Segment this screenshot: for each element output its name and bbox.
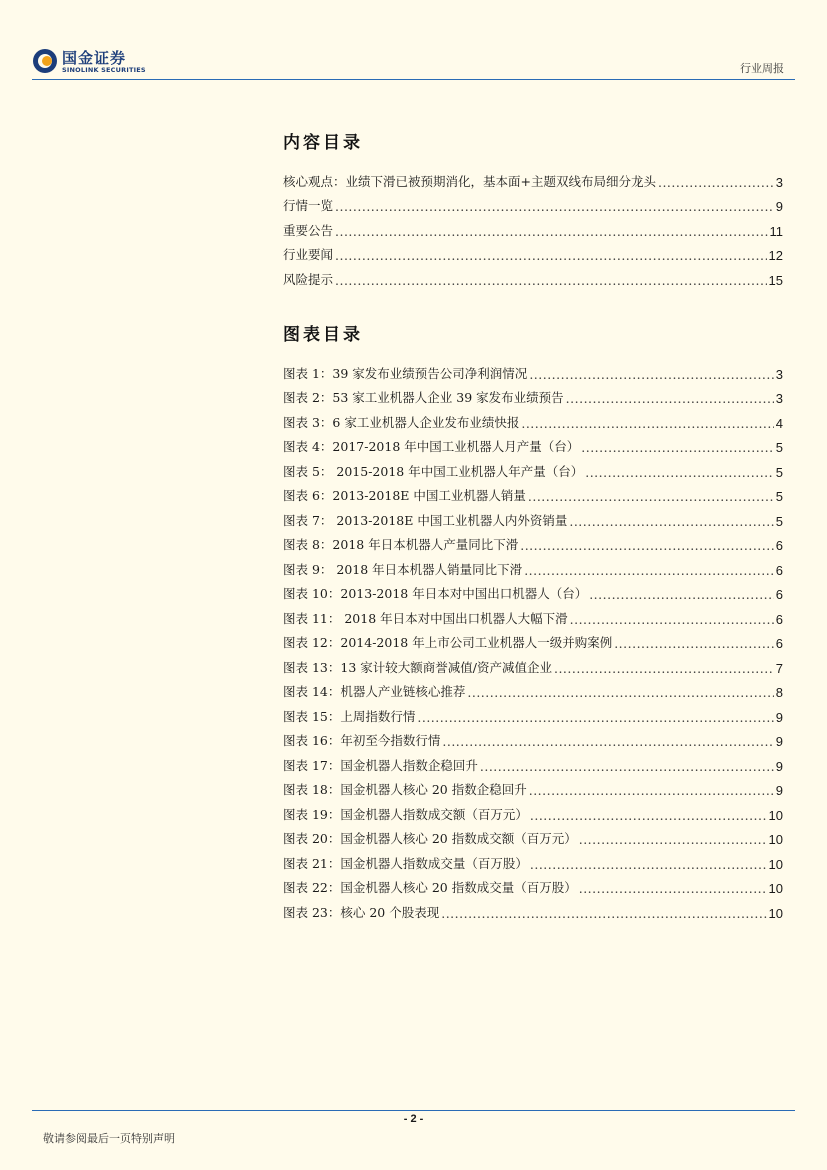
toc-entry[interactable]: [283, 504, 783, 529]
toc-entry-label: 图表 1：39 家发布业绩预告公司净利润情况: [283, 365, 528, 381]
toc-leader-dots: [658, 175, 774, 190]
toc-entry-page: 5: [775, 440, 783, 455]
toc-entry[interactable]: [283, 676, 783, 701]
toc-entry-page: 12: [768, 248, 783, 263]
toc-entry-label: 图表 6：2013-2018E 中国工业机器人销量: [283, 488, 526, 503]
toc-entry-page: 5: [775, 464, 783, 480]
toc-entry-page: 11: [769, 223, 783, 239]
toc-leader-dots: [442, 734, 773, 749]
toc-entry-label: 行情一览: [283, 198, 334, 213]
toc-leader-dots: [530, 808, 767, 823]
toc-leader-dots: [480, 759, 774, 774]
toc-entry-page: 5: [775, 513, 783, 529]
toc-entry[interactable]: [283, 263, 783, 288]
toc-leader-dots: [524, 563, 774, 578]
toc-entry[interactable]: [283, 651, 783, 676]
toc-entry-label: 图表 2：53 家工业机器人企业 39 家发布业绩预告: [283, 390, 564, 405]
page-header: [0, 0, 827, 82]
toc-leader-dots: [530, 857, 767, 872]
page-number: - 2 -: [403, 1113, 424, 1125]
toc-leader-dots: [570, 612, 774, 627]
toc-entry[interactable]: [283, 239, 783, 264]
company-logo: [32, 44, 162, 78]
toc-entry-page: 3: [775, 174, 783, 190]
toc-entry-label: 图表 12：2014-2018 年上市公司工业机器人一级并购案例: [283, 635, 613, 650]
toc-entry[interactable]: [283, 823, 783, 848]
logo-mark-icon: [32, 48, 58, 74]
footer-divider: [32, 1110, 795, 1111]
toc-entry-page: 9: [775, 709, 783, 725]
toc-entry-label: 图表 14：机器人产业链核心推荐: [283, 684, 466, 699]
toc-entry[interactable]: [283, 749, 783, 774]
toc-entry-label: 行业要闻: [283, 247, 334, 262]
toc-entry-page: 10: [768, 807, 783, 823]
toc-leader-dots: [529, 783, 774, 798]
toc-entry-label: 风险提示: [283, 271, 334, 287]
toc-entry-label: 图表 5： 2015-2018 年中国工业机器人年产量（台）: [283, 463, 584, 479]
toc-leader-dots: [581, 440, 774, 455]
toc-entry-page: 10: [768, 881, 783, 896]
toc-entry-page: 6: [775, 538, 783, 553]
toc-leader-dots: [579, 832, 767, 847]
toc-entry-page: 6: [775, 636, 783, 651]
toc-entry-label: 图表 15：上周指数行情: [283, 708, 416, 724]
toc-entry-label: 图表 4：2017-2018 年中国工业机器人月产量（台）: [283, 439, 580, 454]
toc-leader-dots: [529, 367, 773, 382]
toc-entry[interactable]: [283, 165, 783, 190]
toc-entry-label: 图表 8：2018 年日本机器人产量同比下滑: [283, 537, 519, 552]
header-divider: [32, 79, 795, 80]
toc-entry-label: 图表 11： 2018 年日本对中国出口机器人大幅下滑: [283, 610, 568, 626]
toc-entry[interactable]: [283, 774, 783, 799]
toc-leader-dots: [554, 661, 774, 676]
toc-entry[interactable]: [283, 357, 783, 382]
toc-entry[interactable]: [283, 553, 783, 578]
toc-entry-label: 核心观点：业绩下滑已被预期消化，基本面+主题双线布局细分龙头: [283, 173, 656, 189]
toc-entry[interactable]: [283, 190, 783, 215]
toc-leader-dots: [467, 685, 773, 700]
toc-entry-label: 图表 16：年初至今指数行情: [283, 733, 441, 748]
toc-entry-page: 3: [775, 391, 783, 406]
toc-entry[interactable]: [283, 382, 783, 407]
toc-leader-dots: [335, 199, 774, 214]
logo-text-en: SINOLINK SECURITIES: [62, 66, 146, 74]
toc-entry[interactable]: [283, 627, 783, 652]
report-type: 行业周报: [740, 62, 784, 75]
toc-leader-dots: [579, 881, 767, 896]
toc-leader-dots: [585, 465, 774, 480]
toc-entry-page: 5: [775, 489, 783, 504]
toc-entry-page: 10: [768, 832, 783, 847]
toc-leader-dots: [335, 273, 767, 288]
toc-entry[interactable]: [283, 214, 783, 239]
toc-entry-page: 9: [775, 758, 783, 774]
toc-entry-label: 图表 7： 2013-2018E 中国工业机器人内外资销量: [283, 512, 568, 528]
figures-list: [283, 357, 783, 921]
toc-entry-page: 15: [768, 272, 783, 288]
toc-entry-page: 4: [775, 415, 783, 431]
toc-entry-page: 9: [775, 783, 783, 798]
toc-entry[interactable]: [283, 847, 783, 872]
toc-leader-dots: [614, 636, 774, 651]
toc-entry-page: 3: [775, 366, 783, 382]
toc-leader-dots: [521, 416, 773, 431]
toc-entry-page: 10: [768, 856, 783, 872]
toc-entry-label: 图表 9： 2018 年日本机器人销量同比下滑: [283, 561, 523, 577]
toc-entry-page: 8: [775, 685, 783, 700]
toc-entry[interactable]: [283, 798, 783, 823]
toc-leader-dots: [569, 514, 773, 529]
toc-entry-page: 6: [775, 587, 783, 602]
toc-leader-dots: [417, 710, 773, 725]
contents-list: [283, 165, 783, 288]
toc-entry[interactable]: [283, 406, 783, 431]
toc-entry[interactable]: [283, 602, 783, 627]
toc-entry[interactable]: [283, 700, 783, 725]
toc-entry-page: 7: [775, 660, 783, 676]
toc-leader-dots: [335, 224, 767, 239]
disclaimer-note: 敬请参阅最后一页特别声明: [43, 1132, 175, 1145]
contents-title: 内容目录: [283, 133, 363, 153]
toc-entry-label: 图表 21：国金机器人指数成交量（百万股）: [283, 855, 528, 871]
toc-entry-label: 图表 19：国金机器人指数成交额（百万元）: [283, 806, 528, 822]
toc-entry[interactable]: [283, 455, 783, 480]
toc-entry-label: 图表 10：2013-2018 年日本对中国出口机器人（台）: [283, 586, 588, 601]
toc-entry[interactable]: [283, 529, 783, 554]
toc-entry-label: 重要公告: [283, 222, 334, 238]
toc-entry[interactable]: [283, 872, 783, 897]
toc-entry-label: 图表 20：国金机器人核心 20 指数成交额（百万元）: [283, 831, 577, 846]
toc-leader-dots: [589, 587, 774, 602]
toc-leader-dots: [528, 489, 774, 504]
toc-entry-page: 6: [775, 562, 783, 578]
toc-entry[interactable]: [283, 896, 783, 921]
toc-entry[interactable]: [283, 725, 783, 750]
toc-entry-label: 图表 13：13 家计较大额商誉减值/资产减值企业: [283, 659, 552, 675]
toc-entry-label: 图表 23：核心 20 个股表现: [283, 904, 440, 920]
toc-entry-page: 6: [775, 611, 783, 627]
toc-entry-page: 9: [775, 199, 783, 214]
toc-entry[interactable]: [283, 578, 783, 603]
figures-title: 图表目录: [283, 325, 363, 345]
toc-leader-dots: [441, 906, 766, 921]
toc-leader-dots: [335, 248, 767, 263]
toc-entry[interactable]: [283, 480, 783, 505]
figures-section: [283, 320, 783, 921]
logo-text-cn: 国金证券: [62, 49, 127, 67]
toc-entry-label: 图表 22：国金机器人核心 20 指数成交量（百万股）: [283, 880, 577, 895]
toc-entry-label: 图表 17：国金机器人指数企稳回升: [283, 757, 478, 773]
toc-entry[interactable]: [283, 431, 783, 456]
toc-entry-page: 9: [775, 734, 783, 749]
toc-leader-dots: [566, 391, 774, 406]
contents-section: [283, 128, 783, 288]
toc-entry-label: 图表 3：6 家工业机器人企业发布业绩快报: [283, 414, 520, 430]
toc-entry-page: 10: [768, 905, 783, 921]
toc-leader-dots: [520, 538, 774, 553]
toc-entry-label: 图表 18：国金机器人核心 20 指数企稳回升: [283, 782, 527, 797]
